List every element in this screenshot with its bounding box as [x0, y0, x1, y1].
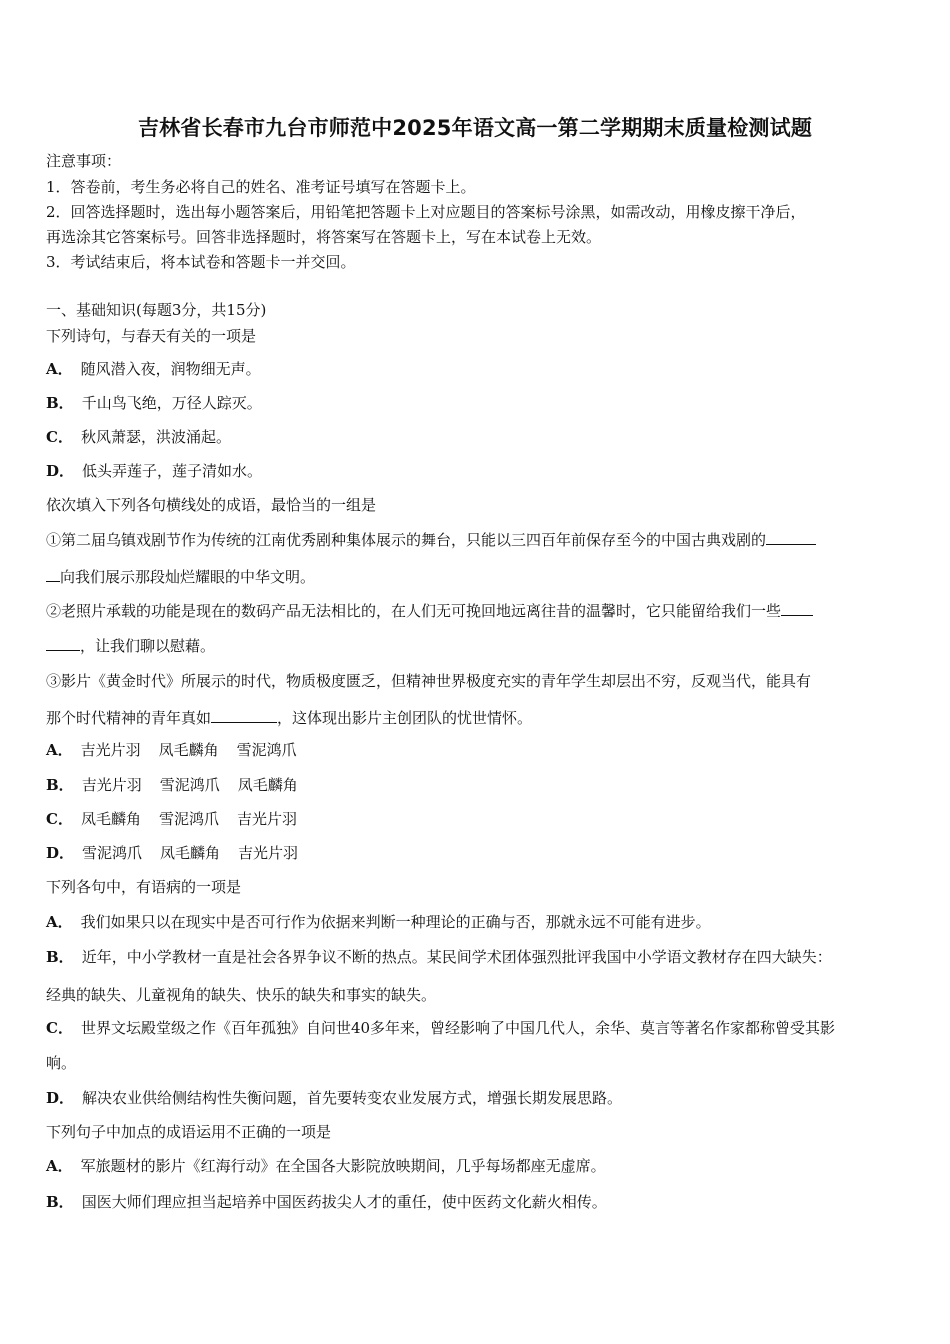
option-b-cont: 经典的缺失、儿童视角的缺失、快乐的缺失和事实的缺失。 [46, 986, 437, 1004]
option-b: B． 近年，中小学教材一直是社会各界争议不断的热点。某民间学术团体强烈批评我国中小学语文教材存在四大缺失： [46, 948, 832, 966]
notice-item: 2．回答选择题时，选出每小题答案后，用铅笔把答题卡上对应题目的答案标号涂黑，如需改动，用橡皮擦干净后， [46, 203, 806, 221]
option-d: D． 低头弄莲子，莲子清如水。 [46, 462, 263, 480]
option-a: A． 吉光片羽 凤毛麟角 雪泥鸿爪 [46, 741, 297, 759]
fill-blank [46, 636, 80, 651]
option-b: B． 国医大师们理应担当起培养中国医药拔尖人才的重任，使中医药文化薪火相传。 [46, 1193, 607, 1211]
option-a: A． 军旅题材的影片《红海行动》在全国各大影院放映期间，几乎每场都座无虚席。 [46, 1157, 606, 1175]
sentence-1-cont: 向我们展示那段灿烂耀眼的中华文明。 [46, 567, 315, 587]
fill-blank [46, 567, 60, 582]
question-stem: 依次填入下列各句横线处的成语，最恰当的一组是 [46, 496, 377, 514]
question-stem: 下列诗句，与春天有关的一项是 [46, 327, 257, 345]
sentence-3-cont: 那个时代精神的青年真如 ，这体现出影片主创团队的忧世情怀。 [46, 709, 533, 727]
fill-blank [766, 530, 816, 545]
sentence-2: ②老照片承载的功能是现在的数码产品无法相比的，在人们无可挽回地远离往昔的温馨时，它只能留给我们一些 [46, 601, 813, 621]
question-stem: 下列各句中，有语病的一项是 [46, 878, 242, 896]
section-heading: 一、基础知识(每题3分，共15分) [46, 301, 267, 319]
notice-item: 3．考试结束后，将本试卷和答题卡一并交回。 [46, 253, 356, 271]
fill-blank [211, 708, 277, 723]
notice-heading: 注意事项： [46, 152, 122, 170]
option-c: C． 凤毛麟角 雪泥鸿爪 吉光片羽 [46, 810, 297, 828]
notice-item: 再选涂其它答案标号。回答非选择题时，将答案写在答题卡上，写在本试卷上无效。 [46, 228, 602, 246]
page-title: 吉林省长春市九台市师范中2025年语文高一第二学期期末质量检测试题 [137, 116, 813, 140]
option-c: C． 世界文坛殿堂级之作《百年孤独》自问世40多年来，曾经影响了中国几代人，余华、莫言等著名作家都称曾受其影 [46, 1019, 836, 1037]
sentence-3: ③影片《黄金时代》所展示的时代，物质极度匮乏，但精神世界极度充实的青年学生却层出不穷，反观当代，能具有 [46, 672, 812, 690]
option-d: D． 解决农业供给侧结构性失衡问题，首先要转变农业发展方式，增强长期发展思路。 [46, 1089, 623, 1107]
option-b: B． 千山鸟飞绝，万径人踪灭。 [46, 394, 262, 412]
option-c-cont: 响。 [46, 1054, 77, 1072]
option-a: A． 随风潜入夜，润物细无声。 [46, 360, 261, 378]
fill-blank [781, 601, 813, 616]
notice-item: 1．答卷前，考生务必将自己的姓名、准考证号填写在答题卡上。 [46, 178, 476, 196]
sentence-2-cont: ，让我们聊以慰藉。 [46, 636, 215, 656]
option-c: C． 秋风萧瑟，洪波涌起。 [46, 428, 231, 446]
question-stem: 下列句子中加点的成语运用不正确的一项是 [46, 1123, 332, 1141]
option-b: B． 吉光片羽 雪泥鸿爪 凤毛麟角 [46, 776, 298, 794]
option-a: A． 我们如果只以在现实中是否可行作为依据来判断一种理论的正确与否，那就永远不可能有进步。 [46, 913, 711, 931]
sentence-1: ①第二届乌镇戏剧节作为传统的江南优秀剧种集体展示的舞台，只能以三四百年前保存至今的中国古典戏剧的 [46, 530, 816, 550]
option-d: D． 雪泥鸿爪 凤毛麟角 吉光片羽 [46, 844, 299, 862]
